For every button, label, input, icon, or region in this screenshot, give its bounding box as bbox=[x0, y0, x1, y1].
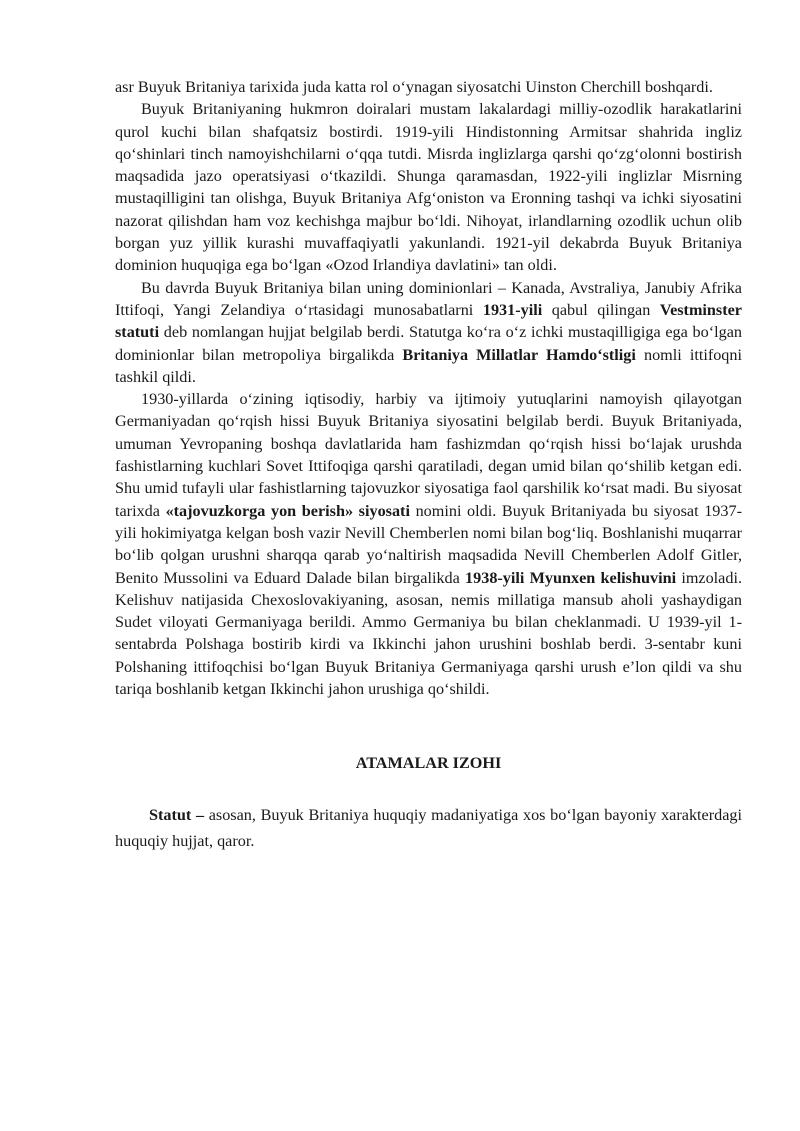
glossary-definition: asosan, Buyuk Britaniya huquqiy madaniyatiga xos bo‘lgan bayoniy xarakterdagi huquqiy hujjat, qaror. bbox=[115, 806, 742, 851]
glossary-heading: ATAMALAR IZOHI bbox=[355, 754, 502, 773]
glossary-entry bbox=[115, 802, 742, 854]
bold-term: Britaniya Millatlar Hamdo‘stligi bbox=[402, 345, 636, 364]
text-run: imzoladi. Kelishuv natijasida Chexoslovakiyaning, asosan, nemis millatiga mansub aholi yashaydigan Sudet viloyati Germaniyaga berildi. Ammo Germaniya bu bilan cheklanmadi. U 1939-yil 1-sentabrda Polshaga bostirib kirdi va Ikkinchi jahon urushini boshlab berdi. 3-sentabr kuni Polshaning ittifoqchisi bo‘lgan Buyuk Britaniya Germaniyaga qarshi urush e’lon qildi va shu tariqa boshlanib ketgan Ikkinchi jahon urushiga qo‘shildi. bbox=[115, 568, 743, 699]
bold-term: 1931-yili bbox=[482, 300, 543, 319]
paragraph-3 bbox=[115, 277, 742, 388]
text-run: asr Buyuk Britaniya tarixida juda katta rol o‘ynagan siyosatchi Uinston Cherchill boshqardi. bbox=[115, 78, 713, 96]
document-page bbox=[115, 76, 742, 854]
bold-term: Vestminster statuti bbox=[115, 300, 742, 342]
bold-term: «tajovuzkorga yon berish» siyosati bbox=[165, 501, 410, 520]
glossary-term: Statut – bbox=[149, 806, 205, 825]
text-run: qabul qilingan bbox=[542, 300, 660, 319]
document-body bbox=[115, 76, 742, 700]
paragraph-1 bbox=[115, 76, 742, 98]
text-run: Bu davrda Buyuk Britaniya bilan uning dominionlari – Kanada, Avstraliya, Janubiy Afrika Ittifoqi, Yangi Zelandiya o‘rtasidagi munosabatlarni bbox=[115, 278, 742, 319]
text-run: 1930-yillarda o‘zining iqtisodiy, harbiy va ijtimoiy yutuqlarini namoyish qilayotgan Germaniyadan qo‘rqish hissi Buyuk Britaniya siyosatini belgilab berdi. Buyuk Britaniyada, umuman Yevropaning boshqa davlatlarida ham fashizmdan qo‘rqish hissi bo‘lajak urushda fashistlarning kuchlari Sovet Ittifoqiga qarshi qaratiladi, degan umid bilan qo‘shilib ketgan edi. Shu umid tufayli ular fashistlarning tajovuzkor siyosatiga faol qarshilik ko‘rsat madi. Bu siyosat tarixda bbox=[115, 390, 742, 520]
text-run: nomli ittifoqni tashkil qildi. bbox=[115, 345, 742, 386]
paragraph-2 bbox=[115, 98, 742, 276]
text-run: deb nomlangan hujjat belgilab berdi. Statutga ko‘ra o‘z ichki mustaqilligiga ega bo‘lgan dominionlar bilan metropoliya birgalikda bbox=[115, 323, 742, 364]
bold-term: 1938-yili Myunxen kelishuvini bbox=[465, 568, 677, 587]
paragraph-4 bbox=[115, 388, 742, 700]
text-run: Buyuk Britaniyaning hukmron doiralari mustam lakalardagi milliy-ozodlik harakatlarini qurol kuchi bilan shafqatsiz bostirdi. 1919-yili Hindistonning Armitsar shahrida ingliz qo‘shinlari tinch namoyishchilarni o‘qqa tutdi. Misrda inglizlarga qarshi qo‘zg‘olonni bostirish maqsadida jazo operatsiyasi o‘tkazildi. Shunga qaramasdan, 1922-yili inglizlar Misrning mustaqilligini tan olishga, Buyuk Britaniya Afg‘oniston va Eronning tashqi va ichki siyosatini nazorat qilishdan ham voz kechishga majbur bo‘ldi. Nihoyat, irlandlarning ozodlik uchun olib borgan yuz yillik kurashi muvaffaqiyatli yakunlandi. 1921-yil dekabrda Buyuk Britaniya dominion huquqiga ega bo‘lgan «Ozod Irlandiya davlatini» tan oldi. bbox=[115, 100, 742, 275]
text-run: nomini oldi. Buyuk Britaniyada bu siyosat 1937-yili hokimiyatga kelgan bosh vazir Nevill Chemberlen nomi bilan bog‘liq. Boshlanishi muqarrar bo‘lib qolgan urushni sharqqa qarab yo‘naltirish maqsadida Nevill Chemberlen Adolf Gitler, Benito Mussolini va Eduard Dalade bilan birgalikda bbox=[115, 501, 742, 587]
